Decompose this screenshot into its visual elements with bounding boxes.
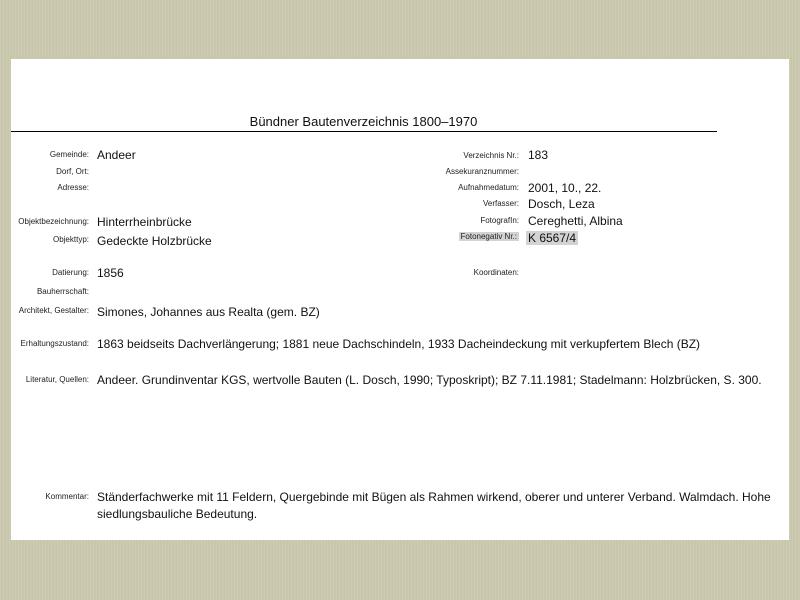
gemeinde-value: Andeer xyxy=(97,148,136,162)
record-card xyxy=(11,59,789,540)
verfasser-value: Dosch, Leza xyxy=(528,197,595,211)
objektbezeichnung-value: Hinterrheinbrücke xyxy=(97,215,192,229)
aufnahmedatum-label: Aufnahmedatum: xyxy=(458,183,519,192)
verfasser-label: Verfasser: xyxy=(482,199,519,208)
datierung-value: 1856 xyxy=(97,266,124,280)
literatur-value: Andeer. Grundinventar KGS, wertvolle Bauten (L. Dosch, 1990; Typoskript); BZ 7.11.1981; Stadelmann: Holzbrücken, S. 300. xyxy=(97,373,762,387)
fotografin-value: Cereghetti, Albina xyxy=(528,214,623,228)
erhaltungszustand-label: Erhaltungszustand: xyxy=(20,339,89,348)
koordinaten-label: Koordinaten: xyxy=(473,268,519,277)
fotografin-label: FotografIn: xyxy=(480,216,519,225)
kommentar-label: Kommentar: xyxy=(45,492,89,501)
bauherrschaft-label: Bauherrschaft: xyxy=(36,287,89,296)
verzeichnis-value: 183 xyxy=(528,148,549,162)
verzeichnis-label: Verzeichnis Nr.: xyxy=(463,151,519,160)
literatur-label: Literatur, Quellen: xyxy=(25,375,89,384)
title-divider xyxy=(11,131,717,132)
erhaltungszustand-value: 1863 beidseits Dachverlängerung; 1881 neue Dachschindeln, 1933 Dacheindeckung mit verkupfertem Blech (BZ) xyxy=(97,337,701,351)
objekttyp-value: Gedeckte Holzbrücke xyxy=(97,234,212,248)
objekttyp-label: Objekttyp: xyxy=(52,235,89,244)
architekt-label: Architekt, Gestalter: xyxy=(18,306,89,315)
assekuranz-label: Assekuranznummer: xyxy=(445,167,519,176)
datierung-label: Datierung: xyxy=(52,268,89,277)
adresse-label: Adresse: xyxy=(57,183,89,192)
gemeinde-label: Gemeinde: xyxy=(49,150,89,159)
aufnahmedatum-value: 2001, 10., 22. xyxy=(528,181,602,195)
architekt-value: Simones, Johannes aus Realta (gem. BZ) xyxy=(97,305,320,319)
fotonegativ-label: Fotonegativ Nr.: xyxy=(460,232,517,241)
kommentar-value: Ständerfachwerke mit 11 Feldern, Quergebinde mit Bügen als Rahmen wirkend, oberer und unterer Verband. Walmdach. Hohe siedlungsbauliche Bedeutung. xyxy=(97,490,771,521)
dorf-label: Dorf, Ort: xyxy=(56,167,89,176)
fotonegativ-value: K 6567/4 xyxy=(528,231,577,245)
objektbezeichnung-label: Objektbezeichnung: xyxy=(18,217,89,226)
page-title: Bündner Bautenverzeichnis 1800–1970 xyxy=(249,114,478,129)
